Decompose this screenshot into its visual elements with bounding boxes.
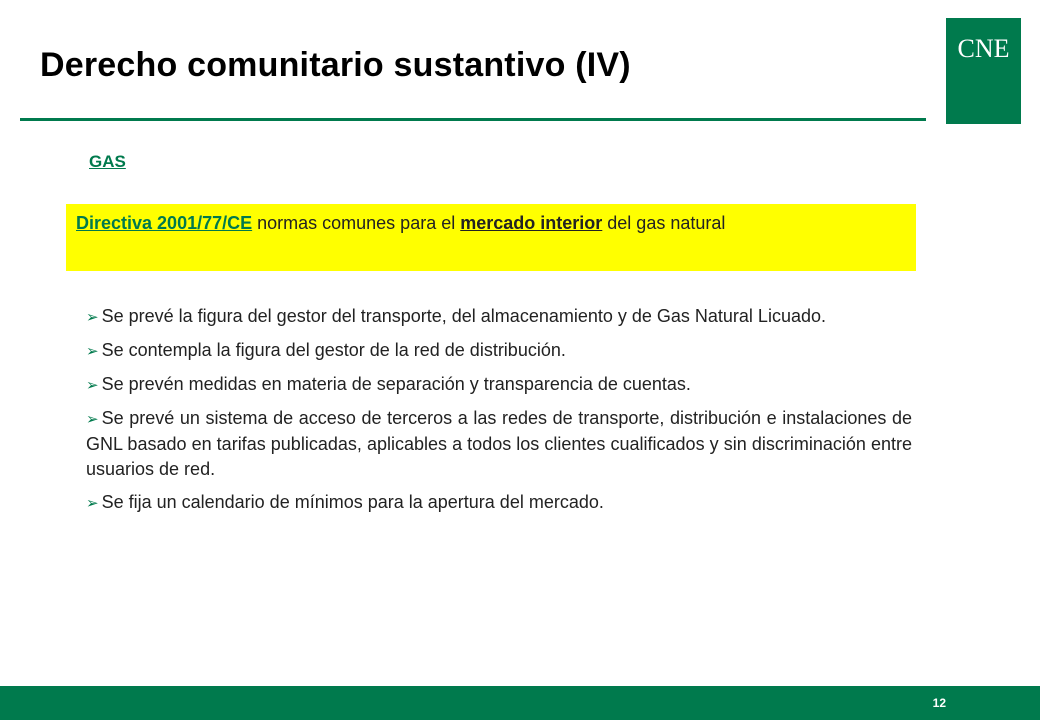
slide-title: Derecho comunitario sustantivo (IV)	[40, 46, 631, 84]
arrow-bullet-icon: ➢	[86, 377, 99, 394]
market-link[interactable]: mercado interior	[460, 213, 603, 233]
list-item	[86, 406, 912, 482]
directive-text-end: del gas natural	[602, 213, 726, 233]
list-item-text: Se prevén medidas en materia de separación y transparencia de cuentas.	[101, 374, 691, 394]
page-number: 12	[932, 696, 946, 710]
arrow-bullet-icon: ➢	[86, 343, 99, 360]
list-item	[86, 372, 912, 398]
directive-highlight-box	[66, 204, 916, 271]
directive-text-middle: normas comunes para el	[252, 213, 461, 233]
title-divider	[20, 118, 926, 121]
section-heading[interactable]: GAS	[89, 152, 126, 171]
arrow-bullet-icon: ➢	[86, 309, 99, 326]
bullet-list	[86, 304, 912, 524]
list-item	[86, 490, 912, 516]
footer-bar	[0, 686, 1040, 720]
list-item	[86, 304, 912, 330]
list-item	[86, 338, 912, 364]
list-item-text: Se prevé un sistema de acceso de terceros a las redes de transporte, distribución e instalaciones de GNL basado en tarifas publicadas, aplicables a todos los clientes cualificados y sin discriminación entre usuarios de red.	[86, 408, 912, 479]
list-item-text: Se contempla la figura del gestor de la red de distribución.	[101, 340, 566, 360]
directive-link[interactable]: Directiva 2001/77/CE	[76, 213, 253, 233]
list-item-text: Se prevé la figura del gestor del transporte, del almacenamiento y de Gas Natural Licuado.	[101, 306, 826, 326]
arrow-bullet-icon: ➢	[86, 411, 99, 428]
list-item-text: Se fija un calendario de mínimos para la apertura del mercado.	[101, 492, 604, 512]
arrow-bullet-icon: ➢	[86, 495, 99, 512]
cne-logo: CNE	[946, 18, 1021, 124]
